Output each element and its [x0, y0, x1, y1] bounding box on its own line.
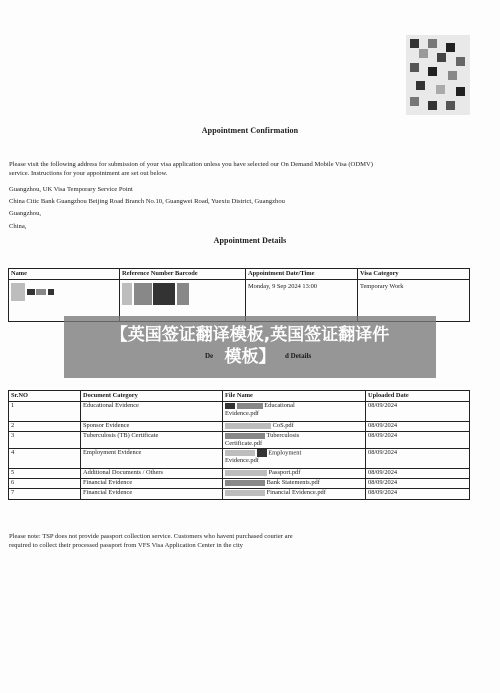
footer-note: Please note: TSP does not provide passport collection service. Customers who havent purchased courier are required to collect their processed passport from VFS Visa Application Center in the city [9, 533, 293, 549]
appointment-table: Name Reference Number Barcode Appointment Date/Time Visa Category Monday, 9 Sep 2024 13:00 Temporary Work [8, 268, 470, 322]
address-line: Guangzhou, [9, 210, 42, 217]
table-row: 6 Financial Evidence Bank Statements.pdf 08/09/2024 [9, 479, 470, 489]
visa-category: Temporary Work [358, 280, 470, 322]
address-line: Guangzhou, UK Visa Temporary Service Point [9, 186, 133, 193]
intro-text: Please visit the following address for submission of your visa application unless you have selected our On Demand Mobile Visa (ODMV) service. Instructions for your appointment are set out below. [9, 161, 373, 177]
table-row: 1 Educational Evidence Educational Evidence.pdf 08/09/2024 [9, 402, 470, 422]
table-row: 3 Tuberculosis (TB) Certificate Tuberculosis Certificate.pdf 08/09/2024 [9, 432, 470, 449]
address-line: China Citic Bank Guangzhou Beijing Road Branch No.10, Guangwei Road, Yuexiu District, Guangzhou [9, 198, 285, 205]
partial-heading-right: d Details [285, 352, 312, 360]
table-row: 4 Employment Evidence Employment Evidence.pdf 08/09/2024 [9, 449, 470, 469]
page-title: Appointment Confirmation [201, 126, 299, 135]
qr-code [406, 35, 470, 115]
table-row: 5 Additional Documents / Others Passport.pdf 08/09/2024 [9, 469, 470, 479]
table-row: 2 Sponsor Evidence CoS.pdf 08/09/2024 [9, 422, 470, 432]
address-line: China, [9, 223, 27, 230]
partial-heading-left: De [205, 352, 214, 360]
section-title-details: Appointment Details [213, 236, 287, 245]
documents-table: Sr.NO Document Category File Name Uploaded Date 1 Educational Evidence Educational Evidence.pdf 08/09/2024 2 Sponsor Evidence CoS.pdf 08/09/2024 3 Tuberculosis (TB) Certificate Tuberculosis Certificate.pdf 08/09/2024 4 Employment Evidence Employment Evidence.pdf 08/09/2024 5 Additional Documents / Others Passport.pdf 08/09/2024 6 Financial Evidence Bank Statements.pdf 08/09/2024 7 Financial Evidence Financial Evidence.pdf 08/09/2024 [8, 390, 470, 500]
table-row: 7 Financial Evidence Financial Evidence.pdf 08/09/2024 [9, 489, 470, 500]
watermark-banner: 【英国签证翻译模板,英国签证翻译件 模板】 [64, 316, 436, 378]
appointment-datetime: Monday, 9 Sep 2024 13:00 [246, 280, 358, 322]
